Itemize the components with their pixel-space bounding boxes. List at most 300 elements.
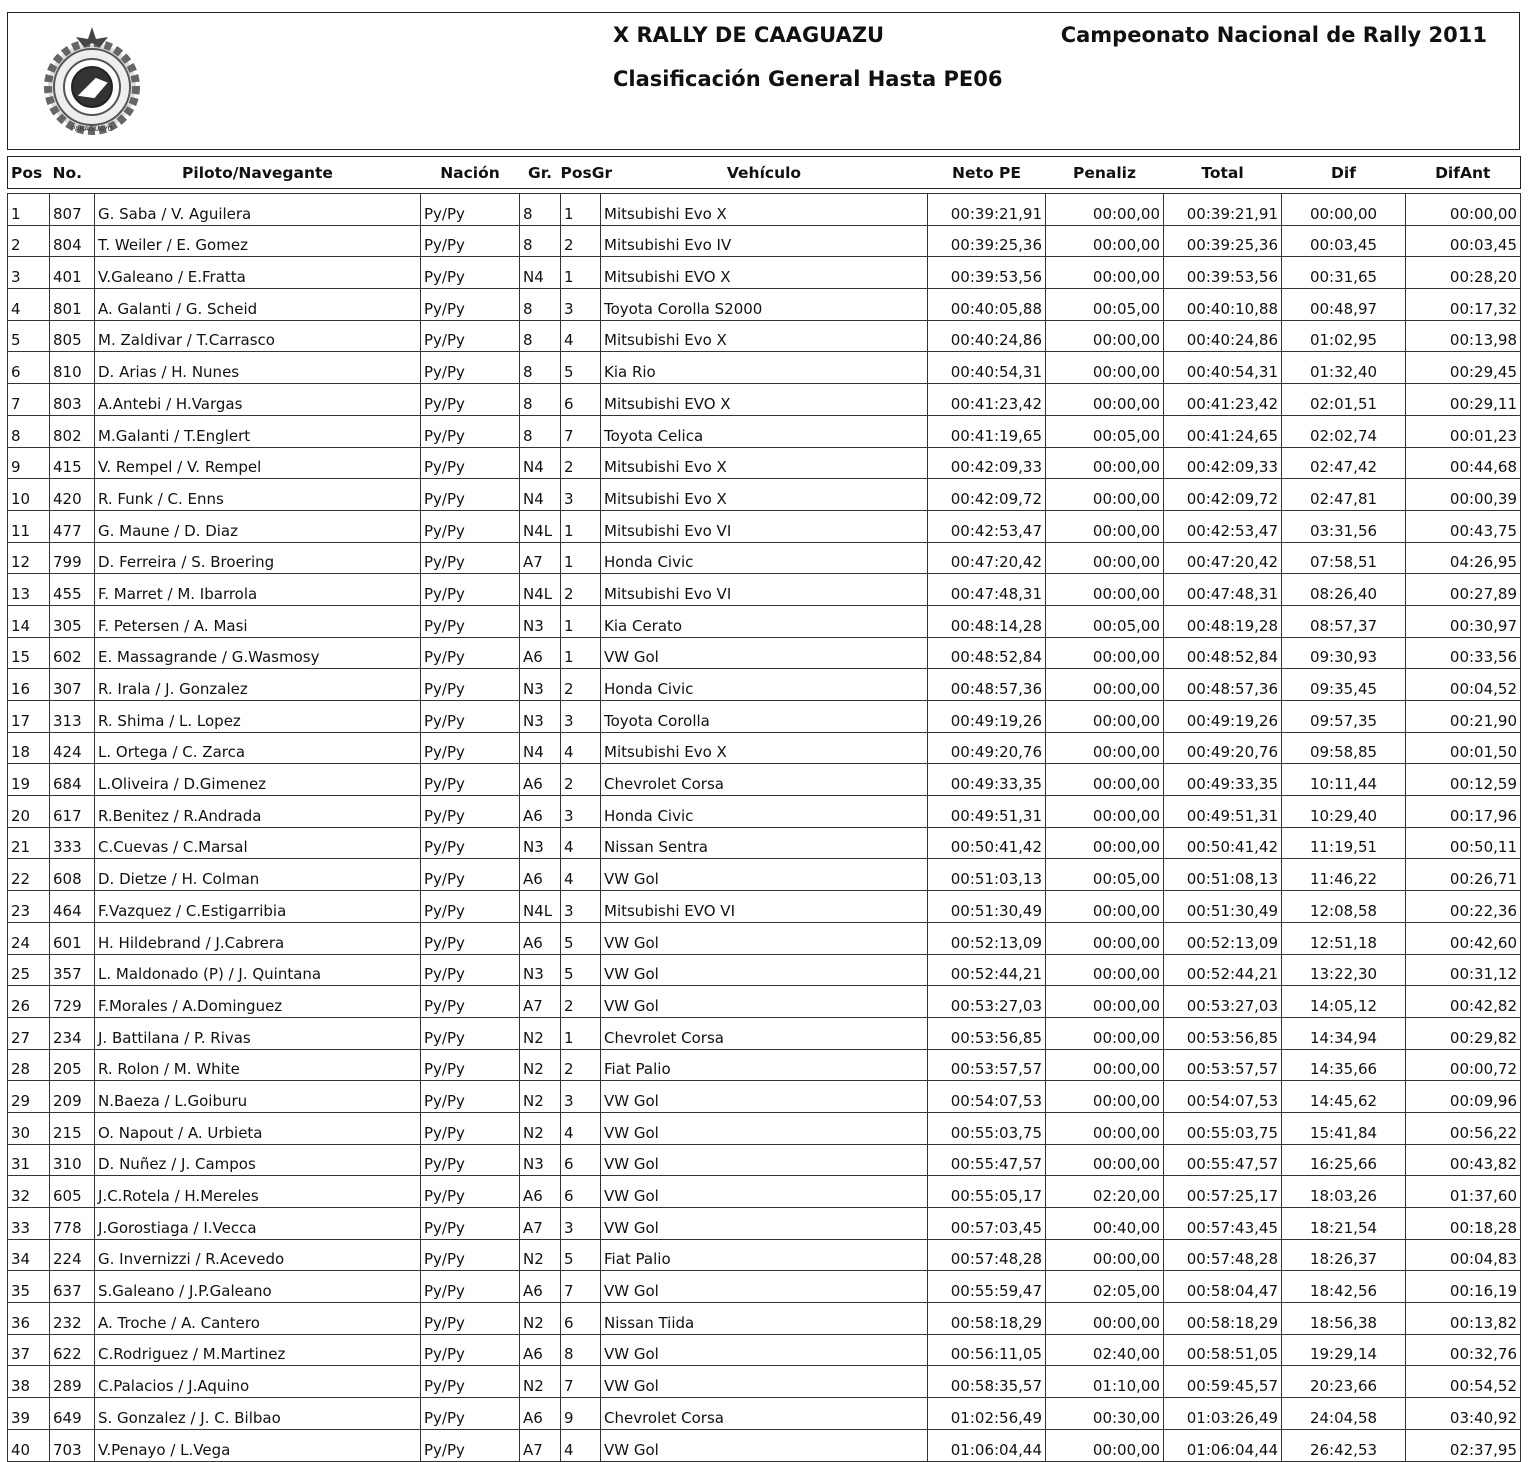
cell-diff: 09:58,85 [1282,732,1406,764]
cell-penalty: 02:20,00 [1046,1176,1164,1208]
report-header [7,12,1520,150]
cell-group: 8 [520,289,561,321]
cell-group-pos: 8 [561,1334,601,1366]
cell-net-time: 00:41:19,65 [928,415,1046,447]
cell-pos: 37 [8,1334,50,1366]
cell-driver: F. Petersen / A. Masi [95,605,421,637]
col-header-net-time: Neto PE [928,157,1046,189]
table-row [8,415,1521,447]
cell-penalty: 00:00,00 [1046,954,1164,986]
cell-pos: 5 [8,320,50,352]
cell-penalty: 00:00,00 [1046,1017,1164,1049]
cell-vehicle: VW Gol [601,1271,928,1303]
cell-pos: 6 [8,352,50,384]
cell-group: N2 [520,1303,561,1335]
table-row [8,859,1521,891]
cell-diff: 09:30,93 [1282,637,1406,669]
cell-group: A6 [520,1398,561,1430]
cell-vehicle: Mitsubishi EVO X [601,257,928,289]
cell-driver: F.Morales / A.Dominguez [95,986,421,1018]
cell-driver: D. Dietze / H. Colman [95,859,421,891]
cell-nation: Py/Py [421,574,520,606]
cell-diff-prev: 00:28,20 [1406,257,1521,289]
cell-nation: Py/Py [421,1271,520,1303]
cell-nation: Py/Py [421,1208,520,1240]
cell-diff-prev: 00:33,56 [1406,637,1521,669]
cell-vehicle: VW Gol [601,986,928,1018]
cell-total: 00:55:47,57 [1164,1144,1282,1176]
cell-number: 801 [50,289,95,321]
cell-nation: Py/Py [421,764,520,796]
cell-total: 00:47:48,31 [1164,574,1282,606]
cell-number: 357 [50,954,95,986]
cell-vehicle: VW Gol [601,1429,928,1461]
cell-diff: 00:03,45 [1282,225,1406,257]
cell-net-time: 00:40:54,31 [928,352,1046,384]
cell-group-pos: 5 [561,352,601,384]
cell-total: 01:03:26,49 [1164,1398,1282,1430]
cell-net-time: 00:54:07,53 [928,1081,1046,1113]
cell-group-pos: 2 [561,225,601,257]
cell-driver: C.Cuevas / C.Marsal [95,827,421,859]
cell-number: 215 [50,1112,95,1144]
cell-diff-prev: 00:22,36 [1406,891,1521,923]
cell-driver: F. Marret / M. Ibarrola [95,574,421,606]
cell-total: 00:49:19,26 [1164,701,1282,733]
table-row [8,1303,1521,1335]
cell-driver: G. Maune / D. Diaz [95,510,421,542]
cell-total: 00:53:27,03 [1164,986,1282,1018]
col-header-group-pos: PosGr [561,157,601,189]
cell-group-pos: 5 [561,922,601,954]
col-header-driver: Piloto/Navegante [95,157,421,189]
cell-driver: R.Benitez / R.Andrada [95,796,421,828]
cell-diff: 13:22,30 [1282,954,1406,986]
cell-group-pos: 1 [561,605,601,637]
cell-penalty: 00:00,00 [1046,1144,1164,1176]
cell-penalty: 00:00,00 [1046,225,1164,257]
cell-total: 00:48:52,84 [1164,637,1282,669]
cell-driver: V. Rempel / V. Rempel [95,447,421,479]
cell-pos: 10 [8,479,50,511]
cell-total: 00:51:30,49 [1164,891,1282,923]
cell-diff: 02:02,74 [1282,415,1406,447]
cell-pos: 1 [8,194,50,226]
table-row [8,605,1521,637]
cell-group: N3 [520,605,561,637]
cell-penalty: 00:00,00 [1046,479,1164,511]
cell-total: 00:54:07,53 [1164,1081,1282,1113]
cell-group: N2 [520,1112,561,1144]
cell-driver: D. Arias / H. Nunes [95,352,421,384]
cell-nation: Py/Py [421,796,520,828]
cell-net-time: 00:53:57,57 [928,1049,1046,1081]
table-row [8,954,1521,986]
cell-pos: 25 [8,954,50,986]
cell-penalty: 00:00,00 [1046,194,1164,226]
cell-driver: L. Maldonado (P) / J. Quintana [95,954,421,986]
cell-group: N4L [520,510,561,542]
cell-vehicle: VW Gol [601,1176,928,1208]
cell-group: N2 [520,1366,561,1398]
cell-total: 00:55:03,75 [1164,1112,1282,1144]
table-row [8,1176,1521,1208]
cell-nation: Py/Py [421,225,520,257]
cell-number: 804 [50,225,95,257]
svg-text:PARAGUAYO: PARAGUAYO [70,125,114,133]
cell-group: A6 [520,796,561,828]
table-row [8,922,1521,954]
cell-diff: 18:42,56 [1282,1271,1406,1303]
cell-number: 729 [50,986,95,1018]
cell-driver: C.Rodriguez / M.Martinez [95,1334,421,1366]
cell-penalty: 00:00,00 [1046,384,1164,416]
cell-vehicle: Toyota Corolla S2000 [601,289,928,321]
cell-net-time: 00:55:03,75 [928,1112,1046,1144]
cell-total: 00:51:08,13 [1164,859,1282,891]
cell-net-time: 00:50:41,42 [928,827,1046,859]
cell-number: 807 [50,194,95,226]
cell-diff: 14:34,94 [1282,1017,1406,1049]
cell-group-pos: 1 [561,637,601,669]
table-row [8,447,1521,479]
cell-driver: J. Battilana / P. Rivas [95,1017,421,1049]
cell-net-time: 00:55:59,47 [928,1271,1046,1303]
cell-driver: C.Palacios / J.Aquino [95,1366,421,1398]
cell-group-pos: 7 [561,1366,601,1398]
cell-net-time: 00:39:53,56 [928,257,1046,289]
cell-vehicle: Fiat Palio [601,1239,928,1271]
cell-diff-prev: 00:56,22 [1406,1112,1521,1144]
cell-penalty: 00:30,00 [1046,1398,1164,1430]
cell-pos: 17 [8,701,50,733]
cell-total: 00:48:19,28 [1164,605,1282,637]
cell-vehicle: Honda Civic [601,669,928,701]
cell-diff: 09:57,35 [1282,701,1406,733]
cell-total: 00:42:09,72 [1164,479,1282,511]
cell-penalty: 00:00,00 [1046,796,1164,828]
cell-pos: 38 [8,1366,50,1398]
cell-number: 608 [50,859,95,891]
table-row [8,1017,1521,1049]
cell-penalty: 00:00,00 [1046,352,1164,384]
cell-group: N4L [520,574,561,606]
table-row [8,701,1521,733]
results-table [7,156,1521,1462]
cell-diff-prev: 04:26,95 [1406,542,1521,574]
cell-total: 00:39:53,56 [1164,257,1282,289]
table-header-row [8,157,1521,189]
cell-penalty: 00:00,00 [1046,447,1164,479]
cell-pos: 36 [8,1303,50,1335]
cell-penalty: 00:05,00 [1046,605,1164,637]
cell-nation: Py/Py [421,1176,520,1208]
cell-number: 415 [50,447,95,479]
cell-net-time: 00:55:47,57 [928,1144,1046,1176]
cell-number: 617 [50,796,95,828]
cell-driver: S.Galeano / J.P.Galeano [95,1271,421,1303]
cell-group: N4 [520,447,561,479]
cell-driver: R. Shima / L. Lopez [95,701,421,733]
cell-vehicle: Mitsubishi EVO VI [601,891,928,923]
cell-group: A7 [520,1208,561,1240]
table-row [8,320,1521,352]
cell-net-time: 01:06:04,44 [928,1429,1046,1461]
cell-penalty: 00:05,00 [1046,859,1164,891]
cell-group: A6 [520,1271,561,1303]
cell-total: 00:40:24,86 [1164,320,1282,352]
cell-nation: Py/Py [421,1303,520,1335]
cell-group: 8 [520,194,561,226]
table-row [8,1239,1521,1271]
cell-group: N4L [520,891,561,923]
cell-diff: 18:26,37 [1282,1239,1406,1271]
cell-group: A6 [520,859,561,891]
cell-driver: D. Nuñez / J. Campos [95,1144,421,1176]
cell-nation: Py/Py [421,194,520,226]
cell-diff: 02:47,42 [1282,447,1406,479]
cell-net-time: 00:41:23,42 [928,384,1046,416]
col-header-total: Total [1164,157,1282,189]
cell-group: N2 [520,1049,561,1081]
cell-net-time: 00:53:27,03 [928,986,1046,1018]
table-row [8,1429,1521,1461]
cell-nation: Py/Py [421,1239,520,1271]
cell-group-pos: 3 [561,1081,601,1113]
cell-nation: Py/Py [421,1049,520,1081]
cell-diff-prev: 00:16,19 [1406,1271,1521,1303]
table-row [8,1398,1521,1430]
cell-number: 455 [50,574,95,606]
cell-vehicle: Mitsubishi Evo X [601,732,928,764]
cell-vehicle: Kia Cerato [601,605,928,637]
cell-pos: 40 [8,1429,50,1461]
cell-penalty: 00:00,00 [1046,1112,1164,1144]
cell-diff: 14:35,66 [1282,1049,1406,1081]
cell-diff-prev: 00:29,82 [1406,1017,1521,1049]
cell-driver: N.Baeza / L.Goiburu [95,1081,421,1113]
cell-group-pos: 2 [561,764,601,796]
cell-group-pos: 6 [561,1176,601,1208]
cell-pos: 23 [8,891,50,923]
cell-diff: 01:02,95 [1282,320,1406,352]
cell-net-time: 01:02:56,49 [928,1398,1046,1430]
cell-nation: Py/Py [421,289,520,321]
cell-nation: Py/Py [421,415,520,447]
cell-diff: 18:21,54 [1282,1208,1406,1240]
club-logo [36,25,148,137]
cell-driver: M. Zaldivar / T.Carrasco [95,320,421,352]
cell-driver: T. Weiler / E. Gomez [95,225,421,257]
cell-pos: 29 [8,1081,50,1113]
cell-number: 209 [50,1081,95,1113]
cell-group-pos: 2 [561,574,601,606]
cell-group-pos: 5 [561,954,601,986]
cell-pos: 8 [8,415,50,447]
cell-penalty: 00:00,00 [1046,986,1164,1018]
cell-nation: Py/Py [421,1429,520,1461]
cell-driver: L.Oliveira / D.Gimenez [95,764,421,796]
cell-total: 00:50:41,42 [1164,827,1282,859]
cell-number: 622 [50,1334,95,1366]
cell-group-pos: 3 [561,1208,601,1240]
cell-group: N3 [520,701,561,733]
cell-vehicle: VW Gol [601,1112,928,1144]
table-row [8,384,1521,416]
cell-net-time: 00:49:19,26 [928,701,1046,733]
cell-penalty: 00:00,00 [1046,922,1164,954]
cell-penalty: 00:00,00 [1046,510,1164,542]
cell-vehicle: Kia Rio [601,352,928,384]
cell-pos: 12 [8,542,50,574]
cell-nation: Py/Py [421,986,520,1018]
table-row [8,1049,1521,1081]
cell-total: 00:42:09,33 [1164,447,1282,479]
cell-group-pos: 7 [561,415,601,447]
cell-penalty: 00:40,00 [1046,1208,1164,1240]
cell-number: 333 [50,827,95,859]
cell-penalty: 00:00,00 [1046,1081,1164,1113]
cell-group: N3 [520,954,561,986]
cell-diff-prev: 00:00,00 [1406,194,1521,226]
cell-penalty: 00:00,00 [1046,1303,1164,1335]
event-title: X RALLY DE CAAGUAZU [613,23,885,47]
cell-pos: 21 [8,827,50,859]
cell-nation: Py/Py [421,1081,520,1113]
col-header-vehicle: Vehículo [601,157,928,189]
cell-diff: 07:58,51 [1282,542,1406,574]
table-row [8,194,1521,226]
cell-driver: V.Penayo / L.Vega [95,1429,421,1461]
cell-nation: Py/Py [421,891,520,923]
cell-group-pos: 4 [561,320,601,352]
cell-penalty: 00:00,00 [1046,1239,1164,1271]
cell-number: 637 [50,1271,95,1303]
cell-vehicle: VW Gol [601,922,928,954]
cell-group: 8 [520,320,561,352]
cell-driver: J.Gorostiaga / I.Vecca [95,1208,421,1240]
col-header-diff-prev: DifAnt [1406,157,1521,189]
cell-diff: 14:05,12 [1282,986,1406,1018]
cell-number: 424 [50,732,95,764]
cell-penalty: 00:00,00 [1046,764,1164,796]
cell-penalty: 02:40,00 [1046,1334,1164,1366]
cell-group-pos: 1 [561,194,601,226]
cell-diff-prev: 00:18,28 [1406,1208,1521,1240]
cell-total: 00:49:20,76 [1164,732,1282,764]
cell-group: N2 [520,1239,561,1271]
cell-nation: Py/Py [421,605,520,637]
cell-group: N2 [520,1081,561,1113]
cell-penalty: 00:00,00 [1046,827,1164,859]
cell-diff: 16:25,66 [1282,1144,1406,1176]
cell-net-time: 00:48:14,28 [928,605,1046,637]
cell-pos: 27 [8,1017,50,1049]
cell-group: 8 [520,225,561,257]
cell-diff: 08:26,40 [1282,574,1406,606]
table-row [8,352,1521,384]
results-body [8,194,1521,1462]
cell-diff-prev: 00:30,97 [1406,605,1521,637]
cell-nation: Py/Py [421,827,520,859]
cell-total: 00:49:51,31 [1164,796,1282,828]
cell-group: A7 [520,1429,561,1461]
cell-nation: Py/Py [421,447,520,479]
cell-penalty: 00:00,00 [1046,732,1164,764]
cell-group: 8 [520,415,561,447]
cell-driver: E. Massagrande / G.Wasmosy [95,637,421,669]
cell-total: 00:59:45,57 [1164,1366,1282,1398]
cell-diff: 12:51,18 [1282,922,1406,954]
table-row [8,891,1521,923]
cell-net-time: 00:51:03,13 [928,859,1046,891]
cell-net-time: 00:49:20,76 [928,732,1046,764]
cell-group-pos: 1 [561,257,601,289]
cell-vehicle: Mitsubishi EVO X [601,384,928,416]
cell-group: A7 [520,986,561,1018]
cell-number: 803 [50,384,95,416]
cell-nation: Py/Py [421,732,520,764]
cell-net-time: 00:52:44,21 [928,954,1046,986]
cell-penalty: 00:00,00 [1046,574,1164,606]
cell-diff: 08:57,37 [1282,605,1406,637]
cell-diff: 14:45,62 [1282,1081,1406,1113]
cell-total: 00:47:20,42 [1164,542,1282,574]
cell-diff-prev: 00:13,82 [1406,1303,1521,1335]
cell-driver: D. Ferreira / S. Broering [95,542,421,574]
cell-penalty: 00:00,00 [1046,891,1164,923]
table-row [8,827,1521,859]
cell-diff-prev: 00:44,68 [1406,447,1521,479]
cell-penalty: 00:00,00 [1046,701,1164,733]
cell-total: 00:58:18,29 [1164,1303,1282,1335]
cell-group-pos: 5 [561,1239,601,1271]
table-row [8,764,1521,796]
cell-pos: 20 [8,796,50,828]
cell-group: N2 [520,1017,561,1049]
cell-group-pos: 2 [561,1049,601,1081]
cell-pos: 26 [8,986,50,1018]
table-row [8,1081,1521,1113]
cell-pos: 9 [8,447,50,479]
cell-diff-prev: 00:04,83 [1406,1239,1521,1271]
table-row [8,510,1521,542]
cell-nation: Py/Py [421,1366,520,1398]
cell-diff-prev: 03:40,92 [1406,1398,1521,1430]
cell-driver: S. Gonzalez / J. C. Bilbao [95,1398,421,1430]
cell-nation: Py/Py [421,257,520,289]
cell-vehicle: VW Gol [601,1144,928,1176]
cell-pos: 15 [8,637,50,669]
cell-net-time: 00:39:25,36 [928,225,1046,257]
col-header-number: No. [50,157,95,189]
cell-penalty: 01:10,00 [1046,1366,1164,1398]
cell-vehicle: Nissan Sentra [601,827,928,859]
cell-diff: 10:29,40 [1282,796,1406,828]
cell-driver: J.C.Rotela / H.Mereles [95,1176,421,1208]
cell-total: 00:57:43,45 [1164,1208,1282,1240]
cell-net-time: 00:48:57,36 [928,669,1046,701]
cell-pos: 7 [8,384,50,416]
col-header-penalty: Penaliz [1046,157,1164,189]
cell-group: A6 [520,1176,561,1208]
cell-diff: 19:29,14 [1282,1334,1406,1366]
cell-penalty: 02:05,00 [1046,1271,1164,1303]
table-row [8,1271,1521,1303]
cell-number: 224 [50,1239,95,1271]
cell-vehicle: Honda Civic [601,796,928,828]
table-row [8,225,1521,257]
